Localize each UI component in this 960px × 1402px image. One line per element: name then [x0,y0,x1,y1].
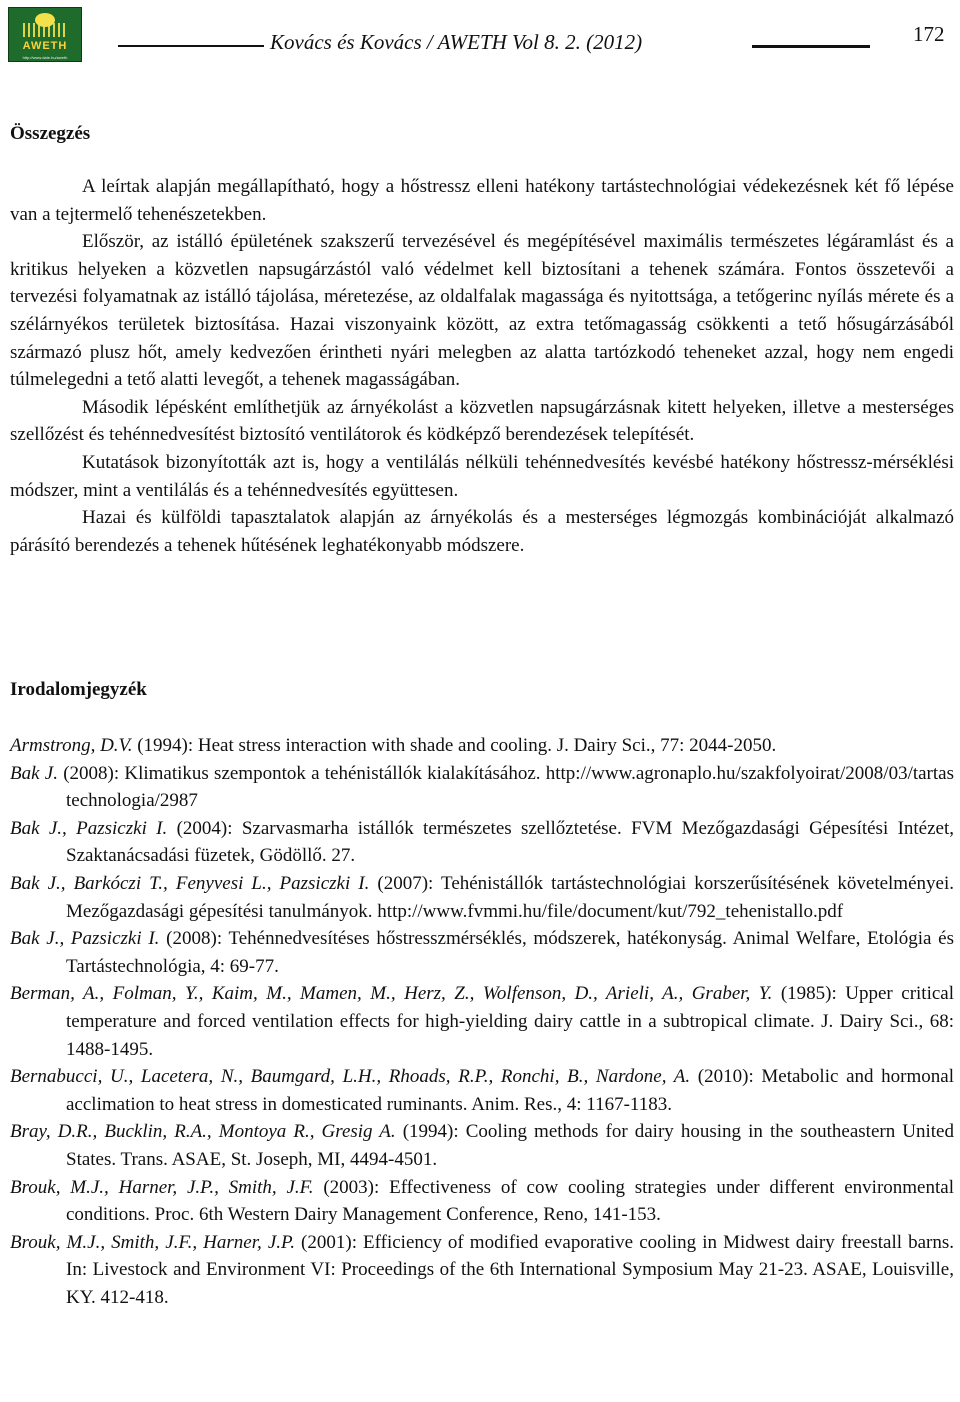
summary-body [10,173,954,559]
reference-details: (2008): Tehénnedvesítéses hőstresszmérséklés, módszerek, hatékonyság. Animal Welfare, Etológia és Tartástechnológia, 4: 69-77. [66,928,954,977]
reference-item [10,1118,954,1173]
reference-authors: Brouk, M.J., Harner, J.P., Smith, J.F. [10,1176,314,1198]
reference-authors: Bak J., Barkóczi T., Fenyvesi L., Pazsiczki I. [10,872,370,894]
reference-details: (2008): Klimatikus szempontok a tehénistállók kialakításához. http://www.agronaplo.hu/szakfolyoirat/2008/03/tartastechnologia/2987 [57,762,954,812]
journal-logo [8,7,82,62]
header-rule-left [118,45,264,47]
logo-wordmark: AWETH [22,40,68,52]
reference-authors: Bray, D.R., Bucklin, R.A., Montoya R., Gresig A. [10,1121,396,1143]
reference-details: (2010): Metabolic and hormonal acclimation to heat stress in domesticated ruminants. Anim. Res., 4: 1167-1183. [66,1066,954,1115]
reference-authors: Berman, A., Folman, Y., Kaim, M., Mamen, M., Herz, Z., Wolfenson, D., Arieli, A., Graber, Y. [10,983,773,1005]
reference-item [10,1229,954,1312]
reference-details: (2007): Tehénistállók tartástechnológiai korszerűsítésének követelményei. Mezőgazdasági gépesítési tanulmányok. http://www.fvmmi.hu/file/document/kut/792_tehenistallo.pdf [66,872,954,922]
page-number: 172 [913,22,945,46]
reference-details: (2001): Efficiency of modified evaporative cooling in Midwest dairy freestall barns. In: Livestock and Environment VI: Proceedings of the 6th International Symposium May 21-23. ASAE, Louisville, KY. 412-418. [66,1231,954,1308]
reference-authors: Bak J. [10,762,58,784]
reference-details: (1994): Heat stress interaction with shade and cooling. J. Dairy Sci., 77: 2044-2050. [132,735,777,756]
summary-paragraph: Hazai és külföldi tapasztalatok alapján az árnyékolás és a mesterséges légmozgás kombinációját alkalmazó párásító berendezés a tehenek hűtésének leghatékonyabb módszere. [10,507,954,556]
rays-decoration [23,23,67,37]
summary-paragraph: Először, az istálló épületének szakszerű tervezésével és megépítésével maximális természetes légáramlást és a kritikus helyeken a közvetlen napsugárzástól való védelmet kell biztosítani a tehenek számára. Fontos összetevői a tervezési folyamatnak az istálló tájolása, méretezése, az oldalfalak magassága és nyitottsága, a tetőgerinc nyílás mérete és a szélárnyékos területek biztosítása. Hazai viszonyaink között, az extra tetőmagasság csökkenti a tető hősugárzásából származó plusz hőt, amely kedvezően érintheti nyári melegben az alatta tartózkodó teheneket azzal, hogy nem engedi túlmelegedni a tető alatti levegőt, a tehenek magasságában. [10,231,954,391]
reference-item [10,732,954,760]
reference-item [10,980,954,1063]
reference-item [10,870,954,925]
reference-authors: Armstrong, D.V. [10,735,133,756]
reference-item [10,1063,954,1118]
reference-authors: Bak J., Pazsiczki I. [10,817,168,839]
reference-authors: Bak J., Pazsiczki I. [10,928,160,950]
reference-item [10,1174,954,1229]
summary-paragraph: Második lépésként említhetjük az árnyékolást a közvetlen napsugárzásnak kitett helyeken, illetve a mesterséges szellőzést és tehénnedvesítést biztosító ventilátorok és ködképző berendezések telepítését. [10,396,954,446]
reference-details: (1985): Upper critical temperature and forced ventilation effects for high-yielding dairy cattle in a subtropical climate. J. Dairy Sci., 68: 1488-1495. [66,983,954,1060]
running-header: Kovács és Kovács / AWETH Vol 8. 2. (2012) [270,30,643,54]
logo-url: http://www.date.hu/aweth [22,55,68,60]
summary-paragraph: Kutatások bizonyították azt is, hogy a ventilálás nélküli tehénnedvesítés kevésbé hatékony hőstressz-mérséklési módszer, mint a ventilálás és a tehénnedvesítés együttesen. [10,451,954,501]
references-heading: Irodalomjegyzék [10,679,147,700]
reference-list [10,732,954,1311]
reference-authors: Bernabucci, U., Lacetera, N., Baumgard, L.H., Rhoads, R.P., Ronchi, B., Nardone, A. [10,1066,691,1088]
reference-details: (2004): Szarvasmarha istállók természetes szellőztetése. FVM Mezőgazdasági Gépesítési Intézet, Szaktanácsadási füzetek, Gödöllő. 27. [66,817,954,867]
reference-details: (2003): Effectiveness of cow cooling strategies under different environmental conditions. Proc. 6th Western Dairy Management Conference, Reno, 141-153. [66,1176,954,1226]
header-rule-right [752,45,870,48]
reference-authors: Brouk, M.J., Smith, J.F., Harner, J.P. [10,1231,295,1253]
reference-item [10,815,954,870]
reference-item [10,760,954,815]
reference-item [10,925,954,980]
summary-heading: Összegzés [10,123,91,144]
reference-details: (1994): Cooling methods for dairy housing in the southeastern United States. Trans. ASAE, St. Joseph, MI, 4494-4501. [66,1121,954,1170]
summary-paragraph: A leírtak alapján megállapítható, hogy a hőstressz elleni hatékony tartástechnológiai védekezésnek két fő lépése van a tejtermelő tehenészetekben. [10,176,954,225]
